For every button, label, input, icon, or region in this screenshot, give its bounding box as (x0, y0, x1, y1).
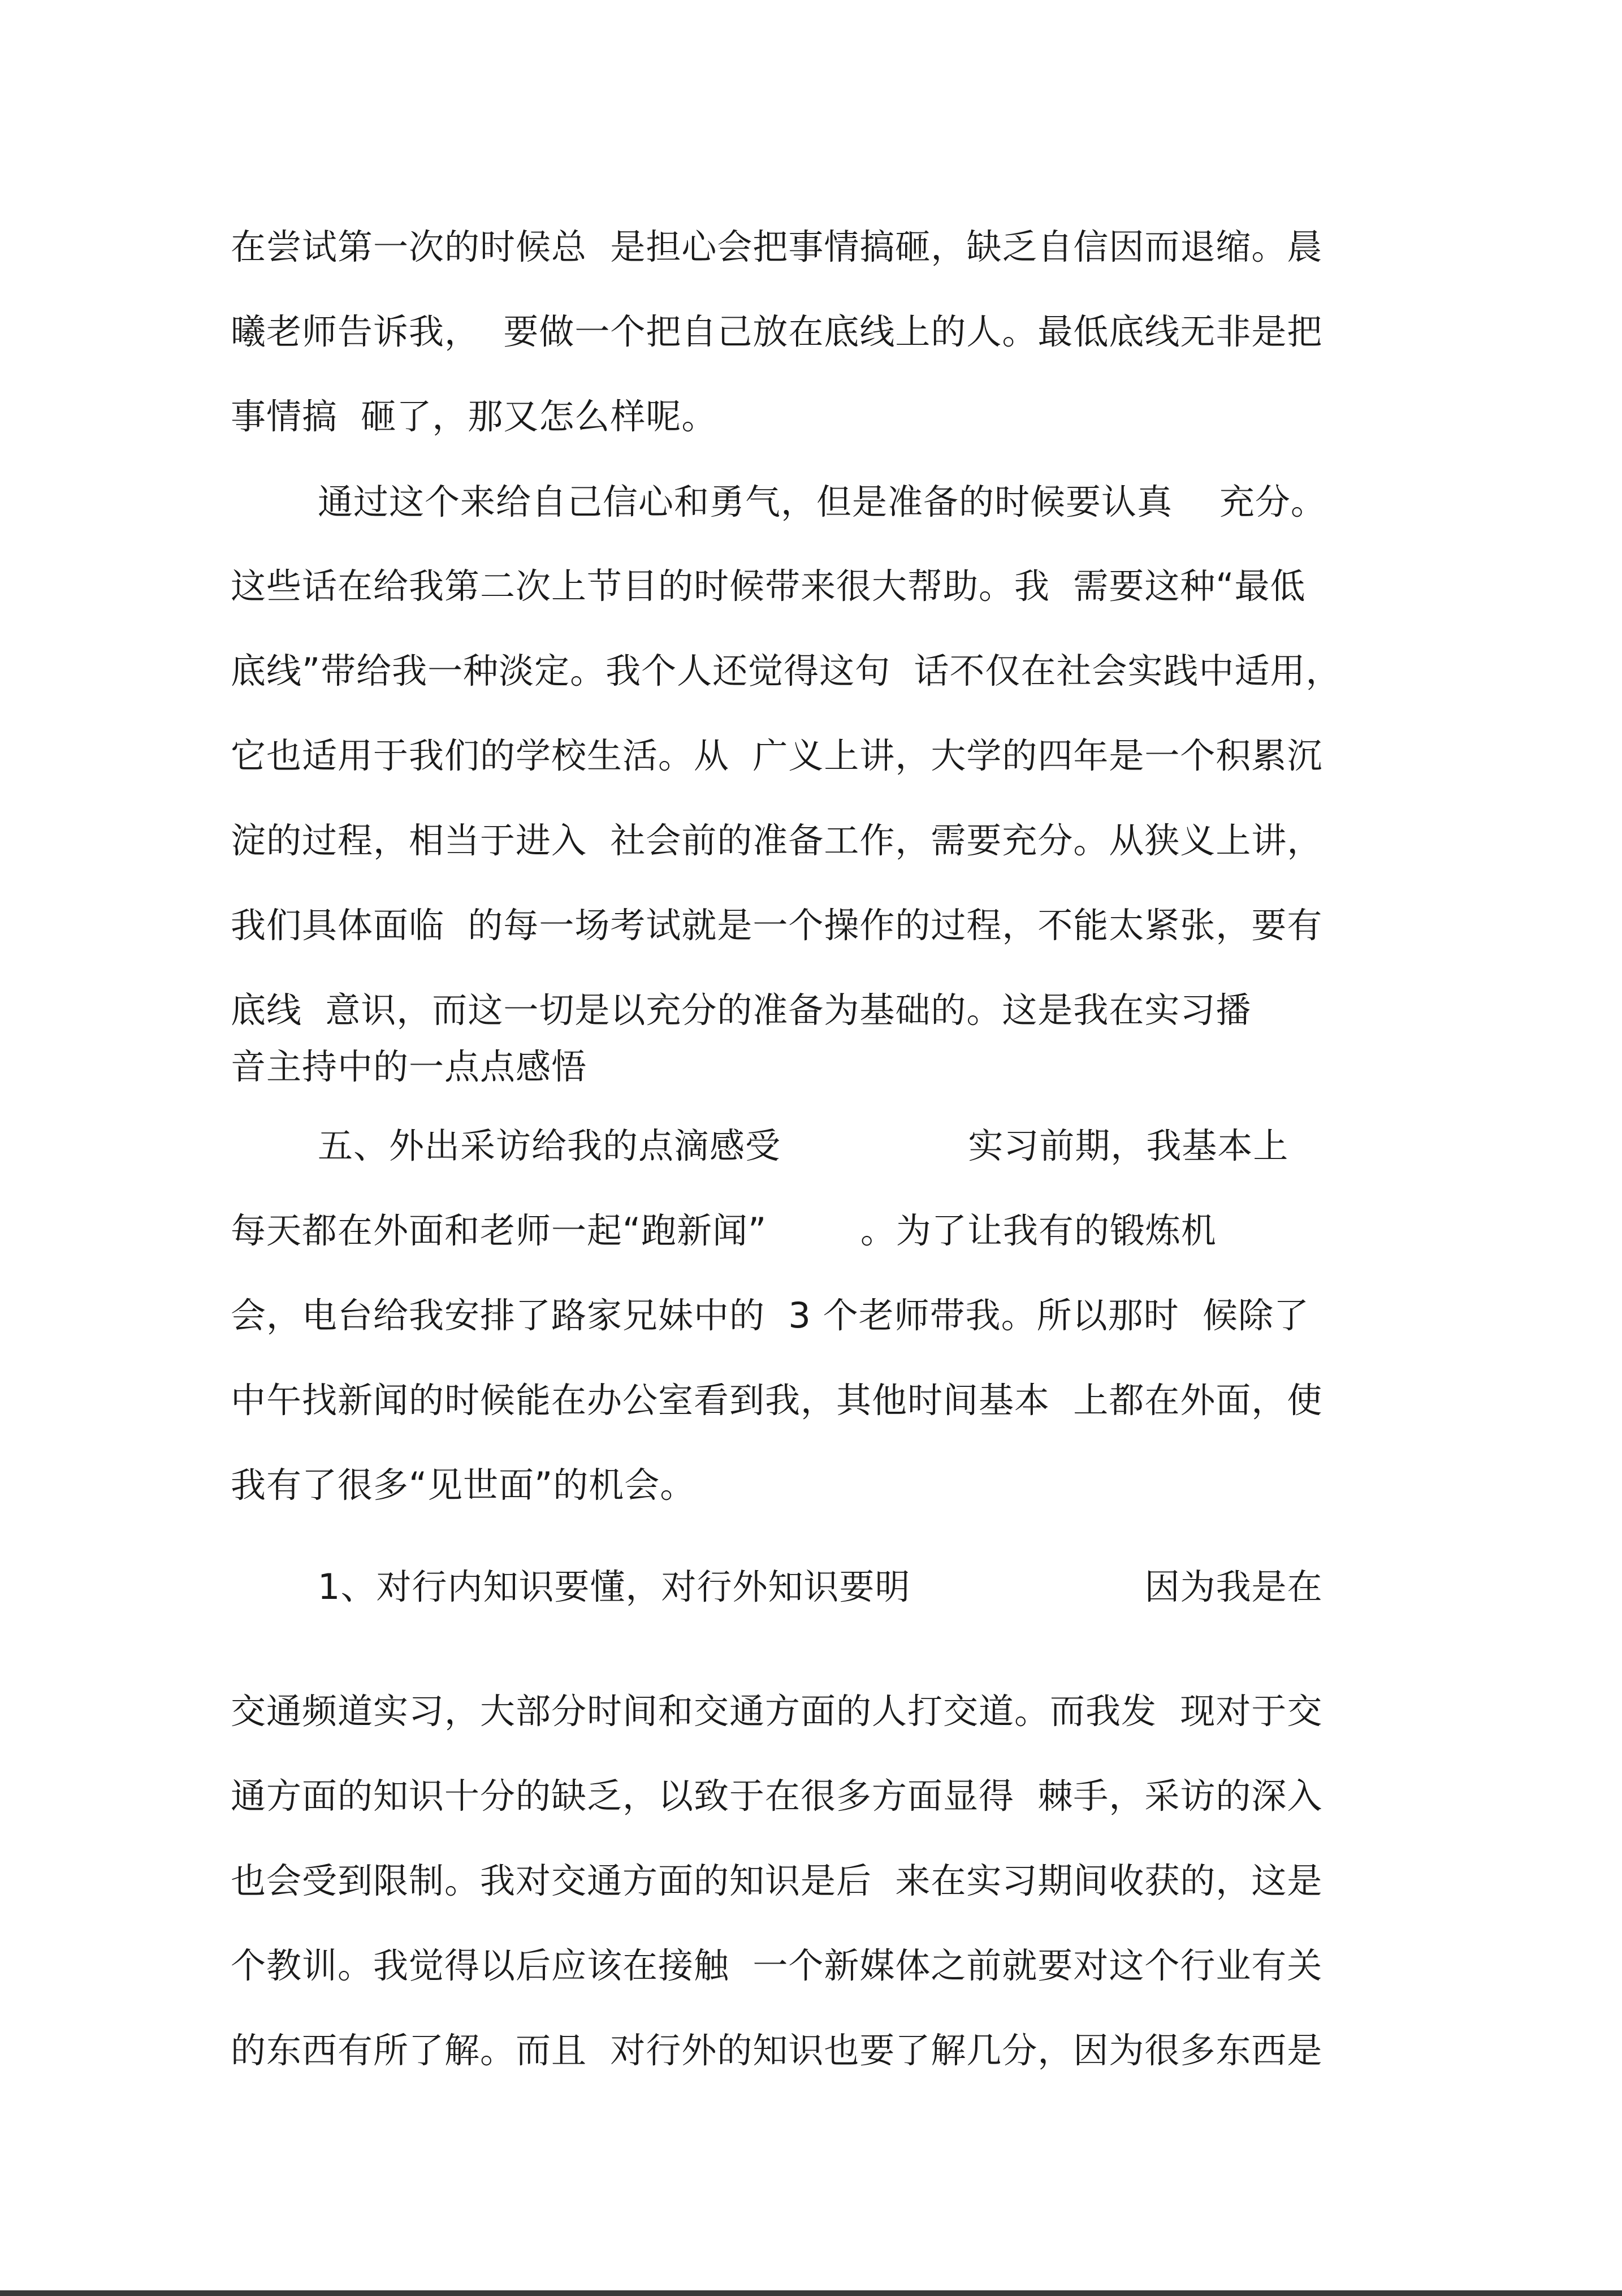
text-line-17: 1、对行内知识要懂，对行外知识要明 因为我是在 (318, 1566, 1323, 1607)
text-line-10: 底线 意识，而这一切是以充分的准备为基础的。这是我在实习播 (231, 989, 1252, 1031)
text-line-8: 淀的过程，相当于进入 社会前的准备工作，需要充分。从狭义上讲， (231, 820, 1323, 861)
text-line-7: 它也适用于我们的学校生活。从 广义上讲，大学的四年是一个积累沉 (231, 735, 1323, 776)
text-line-4: 通过这个来给自己信心和勇气，但是准备的时候要认真 充分。 (318, 481, 1326, 522)
text-line-13: 每天都在外面和老师一起“跑新闻” 。为了让我有的锻炼机 (231, 1210, 1217, 1251)
text-line-19: 通方面的知识十分的缺乏，以致于在很多方面显得 棘手，采访的深入 (231, 1775, 1323, 1817)
text-line-3: 事情搞 砸了，那又怎么样呢。 (231, 396, 717, 437)
text-line-11: 音主持中的一点点感悟 (231, 1046, 587, 1087)
text-line-16: 我有了很多“见世面”的机会。 (231, 1464, 696, 1506)
text-line-22: 的东西有所了解。而且 对行外的知识也要了解几分，因为很多东西是 (231, 2030, 1323, 2071)
text-line-20: 也会受到限制。我对交通方面的知识是后 来在实习期间收获的，这是 (231, 1860, 1323, 1901)
text-line-2: 曦老师告诉我， 要做一个把自己放在底线上的人。最低底线无非是把 (231, 311, 1323, 352)
text-line-18: 交通频道实习，大部分时间和交通方面的人打交道。而我发 现对于交 (231, 1690, 1323, 1732)
text-line-5: 这些话在给我第二次上节目的时候带来很大帮助。我 需要这种“最低 (231, 565, 1306, 607)
text-line-9: 我们具体面临 的每一场考试就是一个操作的过程，不能太紧张，要有 (231, 905, 1323, 946)
text-line-6: 底线”带给我一种淡定。我个人还觉得这句 话不仅在社会实践中适用， (231, 650, 1342, 691)
text-line-1: 在尝试第一次的时候总 是担心会把事情搞砸，缺乏自信因而退缩。晨 (231, 226, 1323, 267)
text-line-15: 中午找新闻的时候能在办公室看到我，其他时间基本 上都在外面，使 (231, 1380, 1323, 1421)
text-line-14: 会，电台给我安排了路家兄妹中的 3 个老师带我。所以那时 候除了 (231, 1295, 1309, 1336)
text-line-21: 个教训。我觉得以后应该在接触 一个新媒体之前就要对这个行业有关 (231, 1945, 1323, 1986)
text-line-12: 五、外出采访给我的点滴感受 实习前期，我基本上 (318, 1125, 1289, 1166)
page-bottom-border (0, 2290, 1622, 2296)
